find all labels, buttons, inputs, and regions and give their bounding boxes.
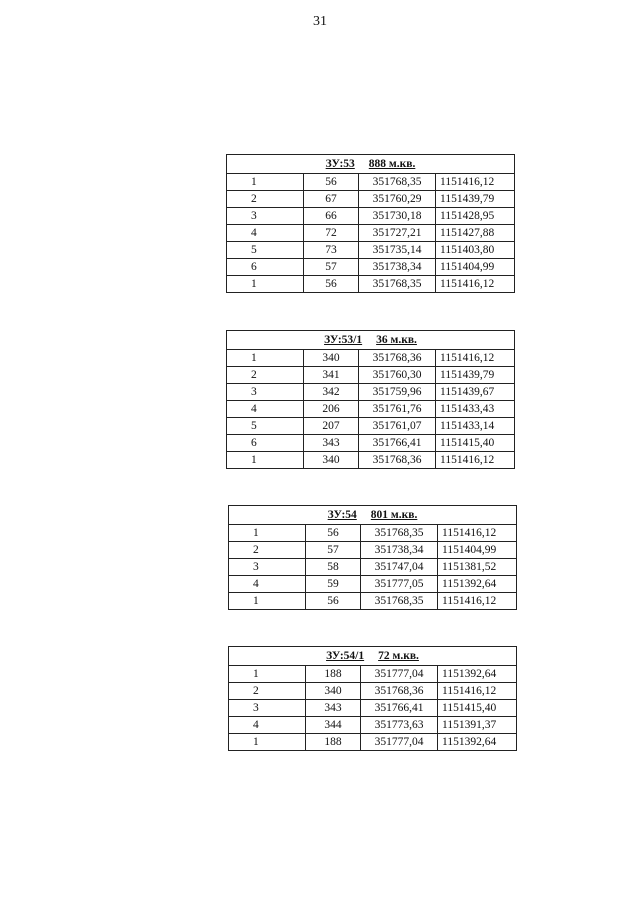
table-row	[229, 666, 517, 683]
table-row	[229, 683, 517, 700]
table-row	[229, 593, 517, 610]
parcel-table-zu-54-1	[228, 646, 517, 751]
table-row	[227, 225, 515, 242]
point-number: 59	[306, 576, 361, 593]
coordinate-y: 1151428,95	[436, 208, 515, 225]
point-number: 72	[304, 225, 359, 242]
coordinate-y: 1151404,99	[438, 542, 517, 559]
coordinate-x: 351768,35	[359, 174, 436, 191]
point-index: 4	[229, 576, 306, 593]
table-row	[229, 700, 517, 717]
coordinate-y: 1151416,12	[436, 350, 515, 367]
point-index: 4	[227, 225, 304, 242]
coordinate-y: 1151391,37	[438, 717, 517, 734]
table-row	[227, 350, 515, 367]
point-index: 3	[227, 384, 304, 401]
table-row	[227, 276, 515, 293]
parcel-area: 36 м.кв.	[376, 333, 417, 346]
parcel-table-zu-53	[226, 154, 515, 293]
table-row	[227, 174, 515, 191]
table-title	[227, 331, 515, 350]
coordinate-x: 351735,14	[359, 242, 436, 259]
point-index: 3	[229, 700, 306, 717]
coordinate-y: 1151433,14	[436, 418, 515, 435]
point-number: 188	[306, 666, 361, 683]
parcel-area: 72 м.кв.	[378, 649, 419, 662]
coordinate-y: 1151439,79	[436, 191, 515, 208]
coordinate-x: 351730,18	[359, 208, 436, 225]
parcel-code: ЗУ:53/1	[324, 333, 363, 346]
coordinate-y: 1151404,99	[436, 259, 515, 276]
point-index: 6	[227, 435, 304, 452]
point-index: 4	[227, 401, 304, 418]
coordinate-x: 351766,41	[359, 435, 436, 452]
point-number: 56	[304, 276, 359, 293]
parcel-table-zu-54	[228, 505, 517, 610]
coordinate-x: 351768,36	[359, 350, 436, 367]
coordinate-x: 351768,35	[359, 276, 436, 293]
table-row	[229, 525, 517, 542]
point-index: 1	[227, 174, 304, 191]
coordinate-x: 351747,04	[361, 559, 438, 576]
point-number: 73	[304, 242, 359, 259]
coordinate-x: 351761,07	[359, 418, 436, 435]
table-header-row	[227, 155, 515, 174]
point-number: 207	[304, 418, 359, 435]
point-index: 2	[227, 367, 304, 384]
coordinate-x: 351768,36	[361, 683, 438, 700]
coordinate-x: 351738,34	[359, 259, 436, 276]
coordinate-x: 351738,34	[361, 542, 438, 559]
point-index: 2	[227, 191, 304, 208]
page-number: 31	[313, 14, 327, 29]
point-index: 1	[229, 734, 306, 751]
coordinate-x: 351768,36	[359, 452, 436, 469]
table-row	[227, 401, 515, 418]
coordinate-x: 351777,05	[361, 576, 438, 593]
point-number: 343	[306, 700, 361, 717]
table-row	[227, 191, 515, 208]
point-index: 1	[227, 276, 304, 293]
point-number: 58	[306, 559, 361, 576]
coordinate-y: 1151415,40	[436, 435, 515, 452]
point-number: 57	[306, 542, 361, 559]
point-index: 6	[227, 259, 304, 276]
table-title	[229, 506, 517, 525]
coordinate-y: 1151392,64	[438, 666, 517, 683]
point-number: 67	[304, 191, 359, 208]
coordinate-y: 1151416,12	[438, 525, 517, 542]
table-row	[227, 384, 515, 401]
coordinate-x: 351760,30	[359, 367, 436, 384]
point-number: 206	[304, 401, 359, 418]
table-row	[229, 717, 517, 734]
coordinate-x: 351759,96	[359, 384, 436, 401]
coordinate-x: 351768,35	[361, 593, 438, 610]
table-row	[227, 208, 515, 225]
table-row	[227, 242, 515, 259]
point-number: 341	[304, 367, 359, 384]
point-number: 188	[306, 734, 361, 751]
coordinate-x: 351760,29	[359, 191, 436, 208]
point-index: 4	[229, 717, 306, 734]
coordinate-y: 1151439,79	[436, 367, 515, 384]
point-index: 1	[229, 593, 306, 610]
table-header-row	[227, 331, 515, 350]
point-number: 344	[306, 717, 361, 734]
point-index: 1	[227, 350, 304, 367]
coordinate-x: 351768,35	[361, 525, 438, 542]
table-row	[229, 542, 517, 559]
point-number: 340	[304, 452, 359, 469]
point-index: 5	[227, 242, 304, 259]
point-number: 340	[304, 350, 359, 367]
coordinate-x: 351761,76	[359, 401, 436, 418]
coordinate-x: 351727,21	[359, 225, 436, 242]
table-header-row	[229, 647, 517, 666]
coordinate-y: 1151416,12	[438, 593, 517, 610]
parcel-area: 801 м.кв.	[370, 508, 418, 521]
table-title	[229, 647, 517, 666]
parcel-table-zu-53-1	[226, 330, 515, 469]
coordinate-x: 351777,04	[361, 734, 438, 751]
coordinate-y: 1151416,12	[436, 452, 515, 469]
point-index: 3	[227, 208, 304, 225]
table-row	[229, 559, 517, 576]
coordinate-y: 1151433,43	[436, 401, 515, 418]
coordinate-y: 1151416,12	[436, 276, 515, 293]
table-header-row	[229, 506, 517, 525]
point-index: 2	[229, 683, 306, 700]
coordinate-x: 351766,41	[361, 700, 438, 717]
point-index: 5	[227, 418, 304, 435]
point-number: 56	[304, 174, 359, 191]
parcel-code: ЗУ:53	[325, 157, 355, 170]
point-index: 1	[229, 666, 306, 683]
coordinate-y: 1151403,80	[436, 242, 515, 259]
point-index: 1	[229, 525, 306, 542]
coordinate-y: 1151439,67	[436, 384, 515, 401]
point-number: 66	[304, 208, 359, 225]
coordinate-y: 1151392,64	[438, 576, 517, 593]
coordinate-y: 1151416,12	[438, 683, 517, 700]
table-row	[229, 576, 517, 593]
point-number: 56	[306, 525, 361, 542]
coordinate-x: 351777,04	[361, 666, 438, 683]
point-index: 3	[229, 559, 306, 576]
table-row	[227, 452, 515, 469]
point-number: 340	[306, 683, 361, 700]
table-row	[229, 734, 517, 751]
point-number: 342	[304, 384, 359, 401]
point-number: 57	[304, 259, 359, 276]
coordinate-y: 1151415,40	[438, 700, 517, 717]
coordinate-y: 1151381,52	[438, 559, 517, 576]
point-index: 2	[229, 542, 306, 559]
point-number: 343	[304, 435, 359, 452]
parcel-area: 888 м.кв.	[368, 157, 416, 170]
coordinate-y: 1151416,12	[436, 174, 515, 191]
table-row	[227, 418, 515, 435]
coordinate-x: 351773,63	[361, 717, 438, 734]
coordinate-y: 1151392,64	[438, 734, 517, 751]
parcel-code: ЗУ:54	[327, 508, 357, 521]
table-row	[227, 367, 515, 384]
parcel-code: ЗУ:54/1	[326, 649, 365, 662]
point-index: 1	[227, 452, 304, 469]
coordinate-y: 1151427,88	[436, 225, 515, 242]
table-title	[227, 155, 515, 174]
point-number: 56	[306, 593, 361, 610]
table-row	[227, 259, 515, 276]
table-row	[227, 435, 515, 452]
